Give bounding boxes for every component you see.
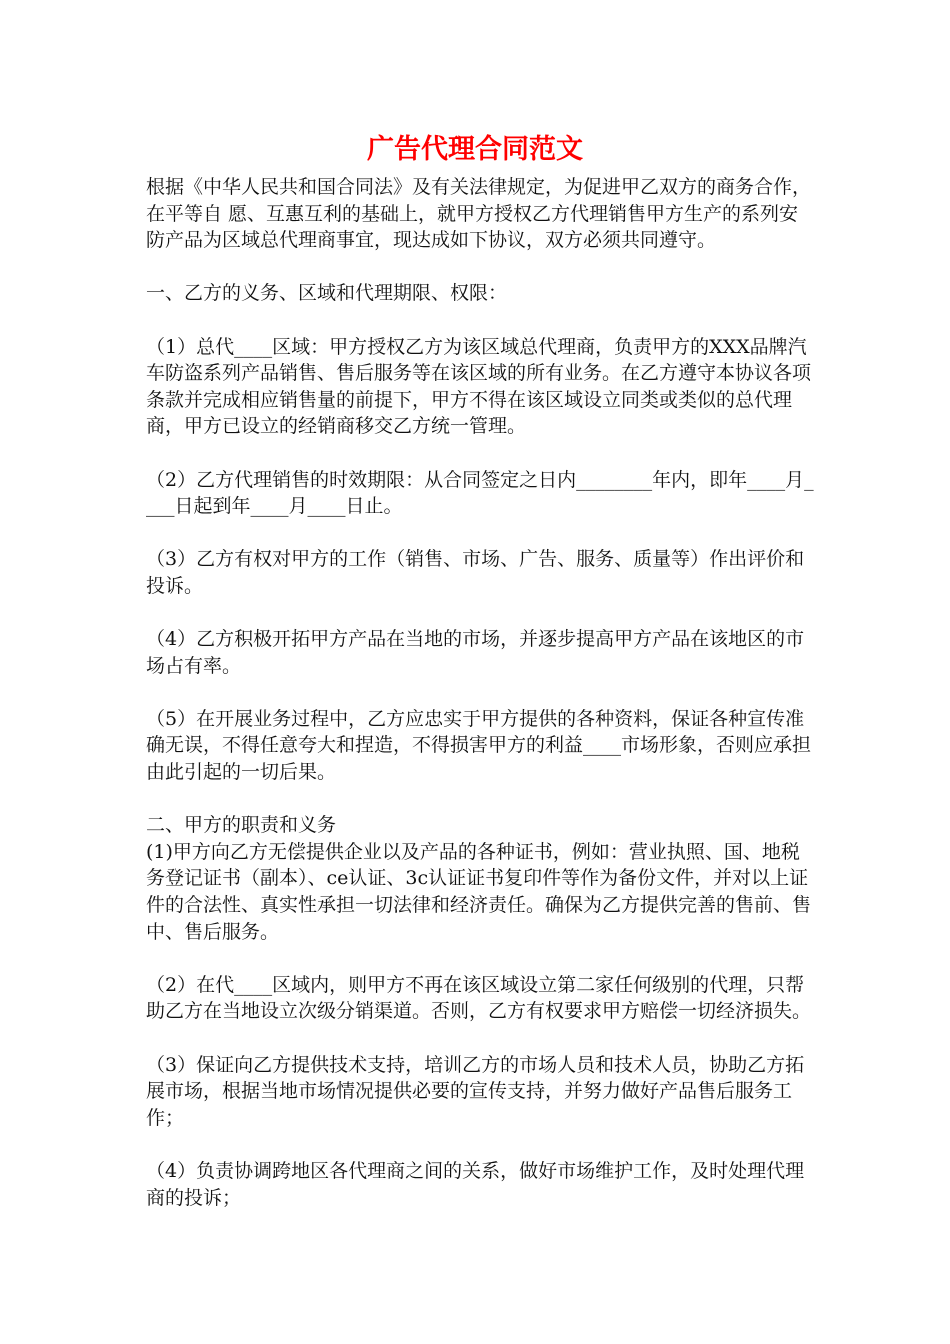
paragraph-gap (146, 679, 816, 706)
paragraph-gap (146, 1131, 816, 1158)
paragraph-gap (146, 945, 816, 972)
clause-1-2: （2）乙方代理销售的时效期限：从合同签定之日内________年内，即年____月____日起到年____月____日止。 (146, 468, 814, 518)
clause-2-3: （3）保证向乙方提供技术支持，培训乙方的市场人员和技术人员，协助乙方拓展市场，根据当地市场情况提供必要的宣传支持，并努力做好产品售后服务工作； (146, 1053, 805, 1129)
paragraph-gap (146, 600, 816, 627)
clause-2-1: (1)甲方向乙方无偿提供企业以及产品的各种证书，例如：营业执照、国、地税务登记证书（副本）、ce认证、3c认证证书复印件等作为备份文件，并对以上证件的合法性、真实性承担一切法律和经济责任。确保为乙方提供完善的售前、售中、售后服务。 (146, 840, 812, 943)
paragraph-gap (146, 440, 816, 467)
paragraph-gap (146, 254, 816, 281)
section-heading-1: 一、乙方的义务、区域和代理期限、权限： (146, 282, 508, 305)
section-heading-2: 二、甲方的职责和义务 (146, 814, 337, 837)
paragraph-gap (146, 520, 816, 547)
document-title: 广告代理合同范文 (367, 134, 583, 165)
document-body (146, 174, 816, 1211)
clause-2-4: （4）负责协调跨地区各代理商之间的关系，做好市场维护工作，及时处理代理商的投诉； (146, 1159, 805, 1209)
clause-2-2: （2）在代____区域内，则甲方不再在该区域设立第二家任何级别的代理，只帮助乙方在当地设立次级分销渠道。否则，乙方有权要求甲方赔偿一切经济损失。 (146, 973, 812, 1023)
paragraph-gap (146, 786, 816, 813)
intro-paragraph: 根据《中华人民共和国合同法》及有关法律规定，为促进甲乙双方的商务合作，在平等自 愿、互惠互利的基础上，就甲方授权乙方代理销售甲方生产的系列安防产品为区域总代理商事宜，现达成如下协议，双方必须共同遵守。 (146, 176, 812, 252)
clause-1-4: （4）乙方积极开拓甲方产品在当地的市场，并逐步提高甲方产品在该地区的市场占有率。 (146, 628, 805, 677)
clause-1-3: （3）乙方有权对甲方的工作（销售、市场、广告、服务、质量等）作出评价和投诉。 (146, 548, 805, 597)
clause-1-1: （1）总代____区域：甲方授权乙方为该区域总代理商，负责甲方的XXX品牌汽车防盗系列产品销售、售后服务等在该区域的所有业务。在乙方遵守本协议各项条款并完成相应销售量的前提下，甲方不得在该区域设立同类或类似的总代理商，甲方已设立的经销商移交乙方统一管理。 (146, 335, 812, 438)
paragraph-gap (146, 307, 816, 334)
clause-1-5: （5）在开展业务过程中，乙方应忠实于甲方提供的各种资料，保证各种宣传准确无误，不得任意夸大和捏造，不得损害甲方的利益____市场形象，否则应承担由此引起的一切后果。 (146, 707, 812, 784)
paragraph-gap (146, 1025, 816, 1052)
